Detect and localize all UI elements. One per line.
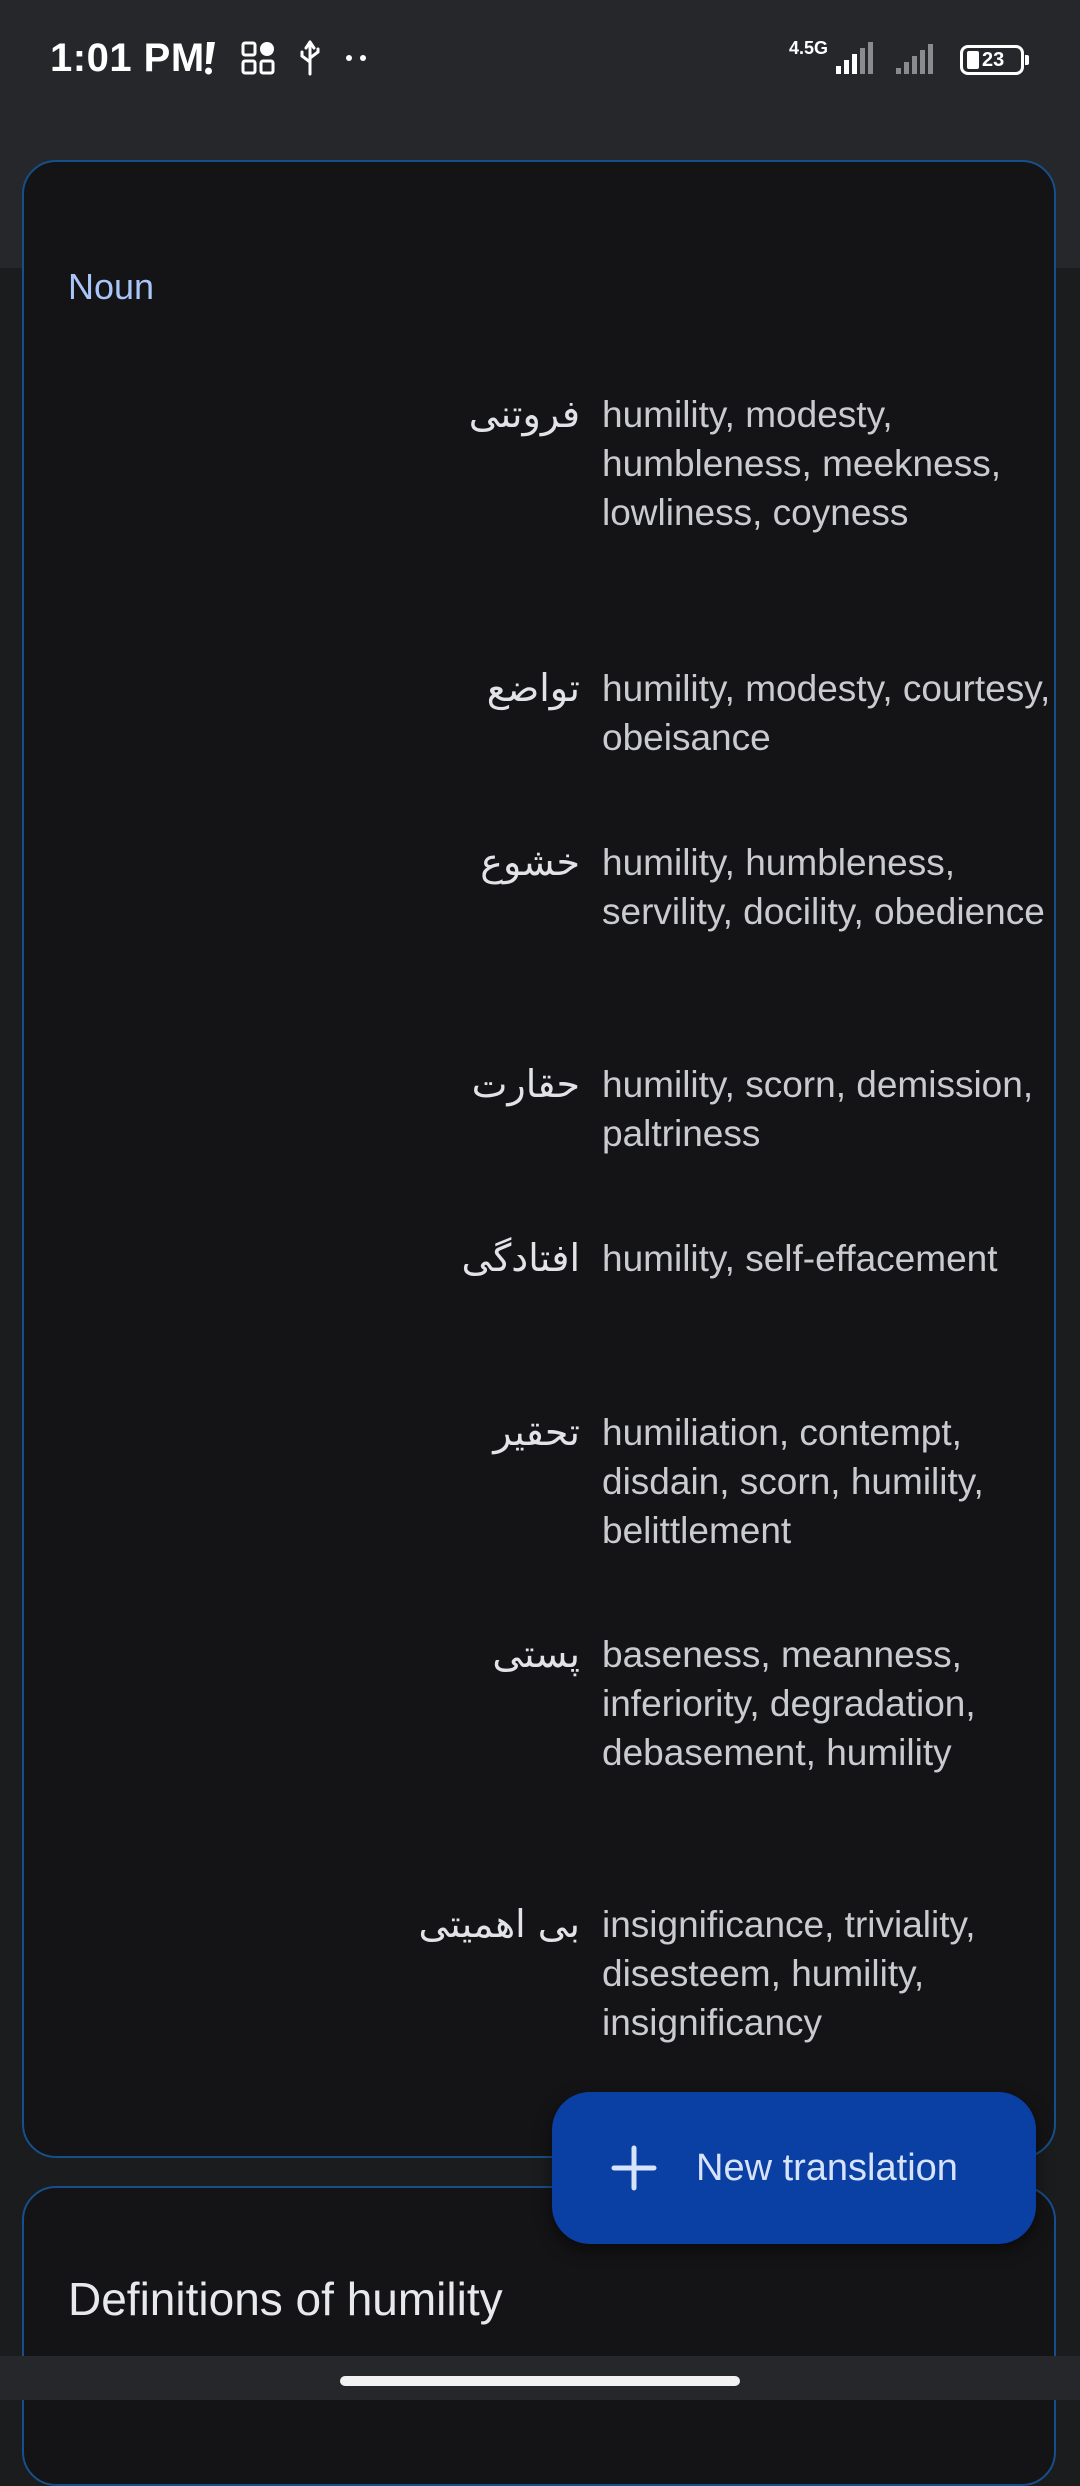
new-translation-button[interactable] — [552, 2092, 1036, 2244]
entry-word: تحقیر — [493, 1410, 580, 1454]
battery-icon — [960, 45, 1024, 75]
usb-icon — [298, 40, 322, 81]
entry-word: خشوع — [480, 840, 580, 884]
new-translation-label: New translation — [696, 2146, 958, 2189]
entry-meanings: baseness, meanness, inferiority, degradation, debasement, humility — [602, 1634, 976, 1773]
status-bar — [0, 0, 1080, 120]
status-icons-left — [202, 36, 368, 84]
translations-card — [22, 160, 1056, 2158]
plus-icon — [604, 2138, 664, 2198]
entry-meanings: humility, self-effacement — [602, 1238, 998, 1279]
entry-word: بی اهمیتی — [418, 1902, 580, 1946]
battery-level: 23 — [982, 48, 1005, 71]
part-of-speech-label: Noun — [68, 266, 155, 307]
signal-icon-2 — [894, 42, 942, 79]
entry-meanings: humiliation, contempt, disdain, scorn, humility, belittlement — [602, 1412, 984, 1551]
signal-icon — [832, 42, 876, 79]
entry-word: افتادگی — [461, 1236, 580, 1280]
entry-meanings: humility, modesty, courtesy, obeisance — [602, 668, 1051, 758]
definitions-title: Definitions of humility — [68, 2273, 503, 2325]
status-icons-right — [789, 38, 1024, 82]
navigation-bar — [0, 2356, 1080, 2400]
home-indicator[interactable] — [340, 2376, 740, 2386]
entry-word: پستی — [492, 1632, 580, 1676]
network-type: 4.5G — [788, 38, 828, 58]
entry-word: فروتنی — [468, 392, 580, 436]
entry-word: حقارت — [471, 1062, 580, 1106]
entry-meanings: humility, scorn, demission, paltriness — [602, 1064, 1034, 1154]
alert-icon — [202, 40, 218, 81]
entry-meanings: humility, modesty, humbleness, meekness, lowliness, coyness — [602, 394, 1001, 533]
entry-meanings: humility, humbleness, servility, docility, obedience — [602, 842, 1045, 932]
more-dots-icon — [344, 51, 368, 69]
entry-word: تواضع — [486, 666, 580, 710]
status-time: 1:01 PM — [50, 36, 205, 80]
grid-apps-icon — [240, 40, 276, 81]
entry-meanings: insignificance, triviality, disesteem, humility, insignificancy — [602, 1904, 976, 2043]
